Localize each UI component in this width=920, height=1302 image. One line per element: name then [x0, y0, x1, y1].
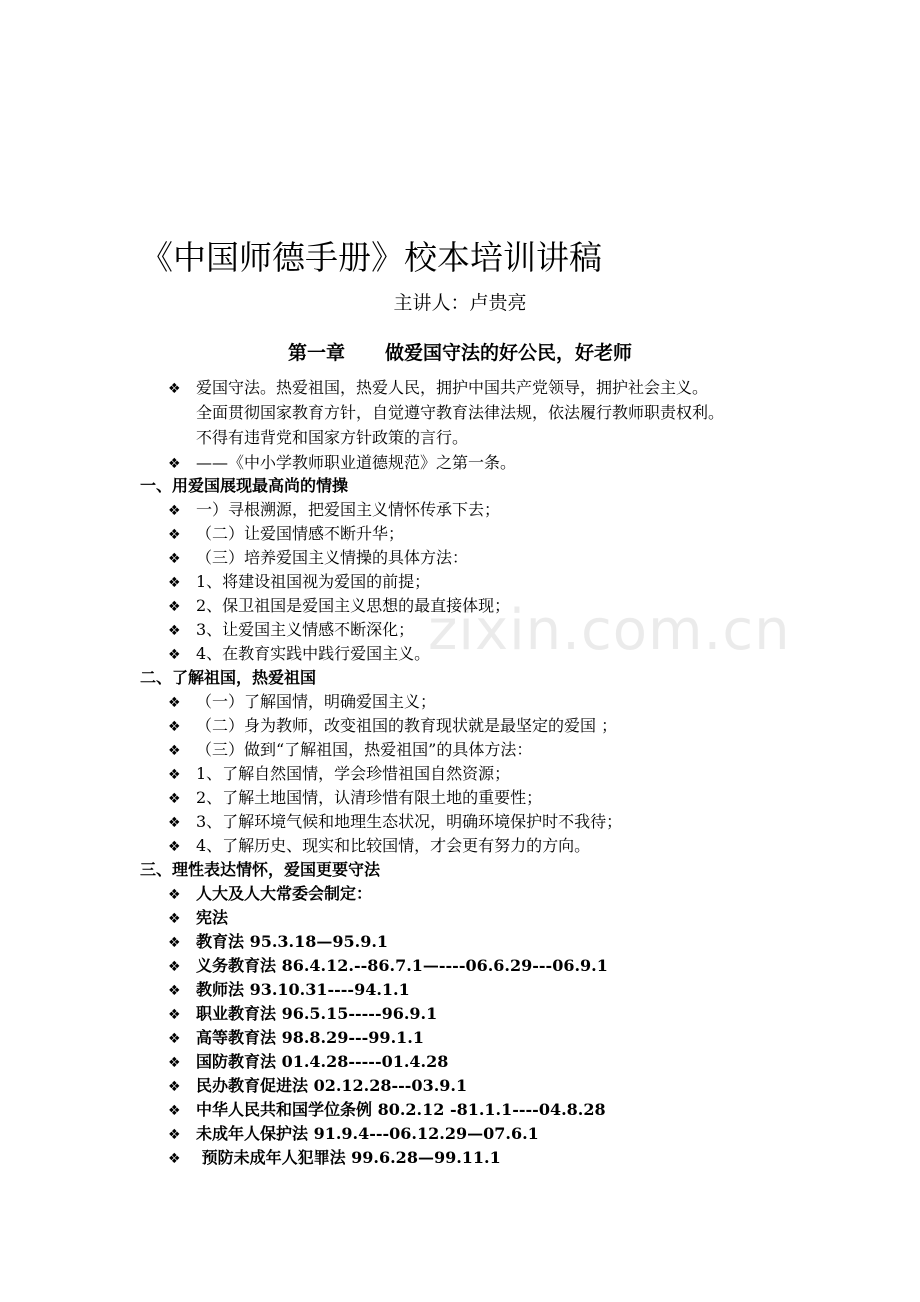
list-item: ❖ 3、了解环境气候和地理生态状况，明确环境保护时不我待；: [168, 810, 622, 835]
diamond-bullet-icon: ❖: [168, 456, 181, 472]
list-item: ❖ 2、了解土地国情，认清珍惜有限土地的重要性；: [168, 786, 542, 811]
list-item: ❖ （三）做到“了解祖国，热爱祖国”的具体方法：: [168, 738, 532, 763]
diamond-bullet-icon: ❖: [168, 815, 181, 831]
diamond-bullet-icon: ❖: [168, 959, 181, 975]
diamond-bullet-icon: ❖: [168, 839, 181, 855]
diamond-bullet-icon: ❖: [168, 381, 181, 397]
list-item: ❖ 教师法 93.10.31----94.1.1: [168, 978, 410, 1003]
list-item: ❖ 教育法 95.3.18—95.9.1: [168, 930, 388, 955]
chapter-title: 做爱国守法的好公民，好老师: [385, 342, 633, 364]
list-item: ❖ （二）身为教师，改变祖国的教育现状就是最坚定的爱国 ；: [168, 714, 617, 739]
list-item: ❖ 职业教育法 96.5.15-----96.9.1: [168, 1002, 437, 1027]
diamond-bullet-icon: ❖: [168, 983, 181, 999]
list-item: ❖ 未成年人保护法 91.9.4---06.12.29—07.6.1: [168, 1122, 539, 1147]
intro-continuation: 不得有违背党和国家方针政策的言行。: [196, 428, 469, 447]
list-item: ❖ 义务教育法 86.4.12.--86.7.1—----06.6.29---06.9.1: [168, 954, 608, 979]
diamond-bullet-icon: ❖: [168, 623, 181, 639]
diamond-bullet-icon: ❖: [168, 503, 181, 519]
list-item: ❖ 预防未成年人犯罪法 99.6.28—99.11.1: [168, 1146, 501, 1171]
list-item: ❖ 4、在教育实践中践行爱国主义。: [168, 642, 430, 667]
list-item: ❖ 高等教育法 98.8.29---99.1.1: [168, 1026, 424, 1051]
list-item: ❖ （二）让爱国情感不断升华；: [168, 522, 404, 547]
diamond-bullet-icon: ❖: [168, 695, 181, 711]
list-item: ❖ 宪法: [168, 906, 228, 931]
diamond-bullet-icon: ❖: [168, 767, 181, 783]
section-heading: 一、用爱国展现最高尚的情操: [140, 476, 349, 495]
section-heading: 三、理性表达情怀，爱国更要守法: [140, 860, 381, 879]
diamond-bullet-icon: ❖: [168, 1103, 181, 1119]
speaker-line: [0, 288, 920, 318]
list-item: ❖ 1、将建设祖国视为爱国的前提；: [168, 570, 430, 595]
list-item: ❖ 人大及人大常委会制定：: [168, 882, 372, 907]
speaker-text: 主讲人：卢贵亮: [393, 292, 527, 314]
intro-continuation: 全面贯彻国家教育方针，自觉遵守教育法律法规，依法履行教师职责权利。: [196, 403, 725, 422]
diamond-bullet-icon: ❖: [168, 527, 181, 543]
diamond-bullet-icon: ❖: [168, 599, 181, 615]
chapter-number: 第一章: [287, 342, 345, 364]
intro-item: ❖ 爱国守法。热爱祖国，热爱人民，拥护中国共产党领导，拥护社会主义。: [168, 376, 708, 401]
diamond-bullet-icon: ❖: [168, 791, 181, 807]
diamond-bullet-icon: ❖: [168, 1007, 181, 1023]
diamond-bullet-icon: ❖: [168, 911, 181, 927]
list-item: ❖ 1、了解自然国情，学会珍惜祖国自然资源；: [168, 762, 510, 787]
list-item: ❖ 中华人民共和国学位条例 80.2.12 -81.1.1----04.8.28: [168, 1098, 606, 1123]
list-item: ❖ 民办教育促进法 02.12.28---03.9.1: [168, 1074, 467, 1099]
list-item: ❖ 3、让爱国主义情感不断深化；: [168, 618, 414, 643]
diamond-bullet-icon: ❖: [168, 1079, 181, 1095]
diamond-bullet-icon: ❖: [168, 719, 181, 735]
watermark-text: zixin.com.cn: [428, 598, 791, 663]
diamond-bullet-icon: ❖: [168, 551, 181, 567]
diamond-bullet-icon: ❖: [168, 1127, 181, 1143]
diamond-bullet-icon: ❖: [168, 1055, 181, 1071]
list-item: ❖ 2、保卫祖国是爱国主义思想的最直接体现；: [168, 594, 510, 619]
intro-item: ❖ ——《中小学教师职业道德规范》之第一条。: [168, 451, 516, 476]
list-item: ❖ （三）培养爱国主义情操的具体方法：: [168, 546, 468, 571]
list-item: ❖ 国防教育法 01.4.28-----01.4.28: [168, 1050, 448, 1075]
list-item: ❖ （一）了解国情，明确爱国主义；: [168, 690, 436, 715]
diamond-bullet-icon: ❖: [168, 887, 181, 903]
chapter-heading: [0, 338, 920, 368]
diamond-bullet-icon: ❖: [168, 647, 181, 663]
diamond-bullet-icon: ❖: [168, 935, 181, 951]
diamond-bullet-icon: ❖: [168, 743, 181, 759]
diamond-bullet-icon: ❖: [168, 1151, 181, 1167]
list-item: ❖ 一）寻根溯源，把爱国主义情怀传承下去；: [168, 498, 500, 523]
document-title: 《中国师德手册》校本培训讲稿: [140, 238, 602, 277]
section-heading: 二、了解祖国，热爱祖国: [140, 668, 317, 687]
diamond-bullet-icon: ❖: [168, 1031, 181, 1047]
diamond-bullet-icon: ❖: [168, 575, 181, 591]
list-item: ❖ 4、了解历史、现实和比较国情，才会更有努力的方向。: [168, 834, 590, 859]
